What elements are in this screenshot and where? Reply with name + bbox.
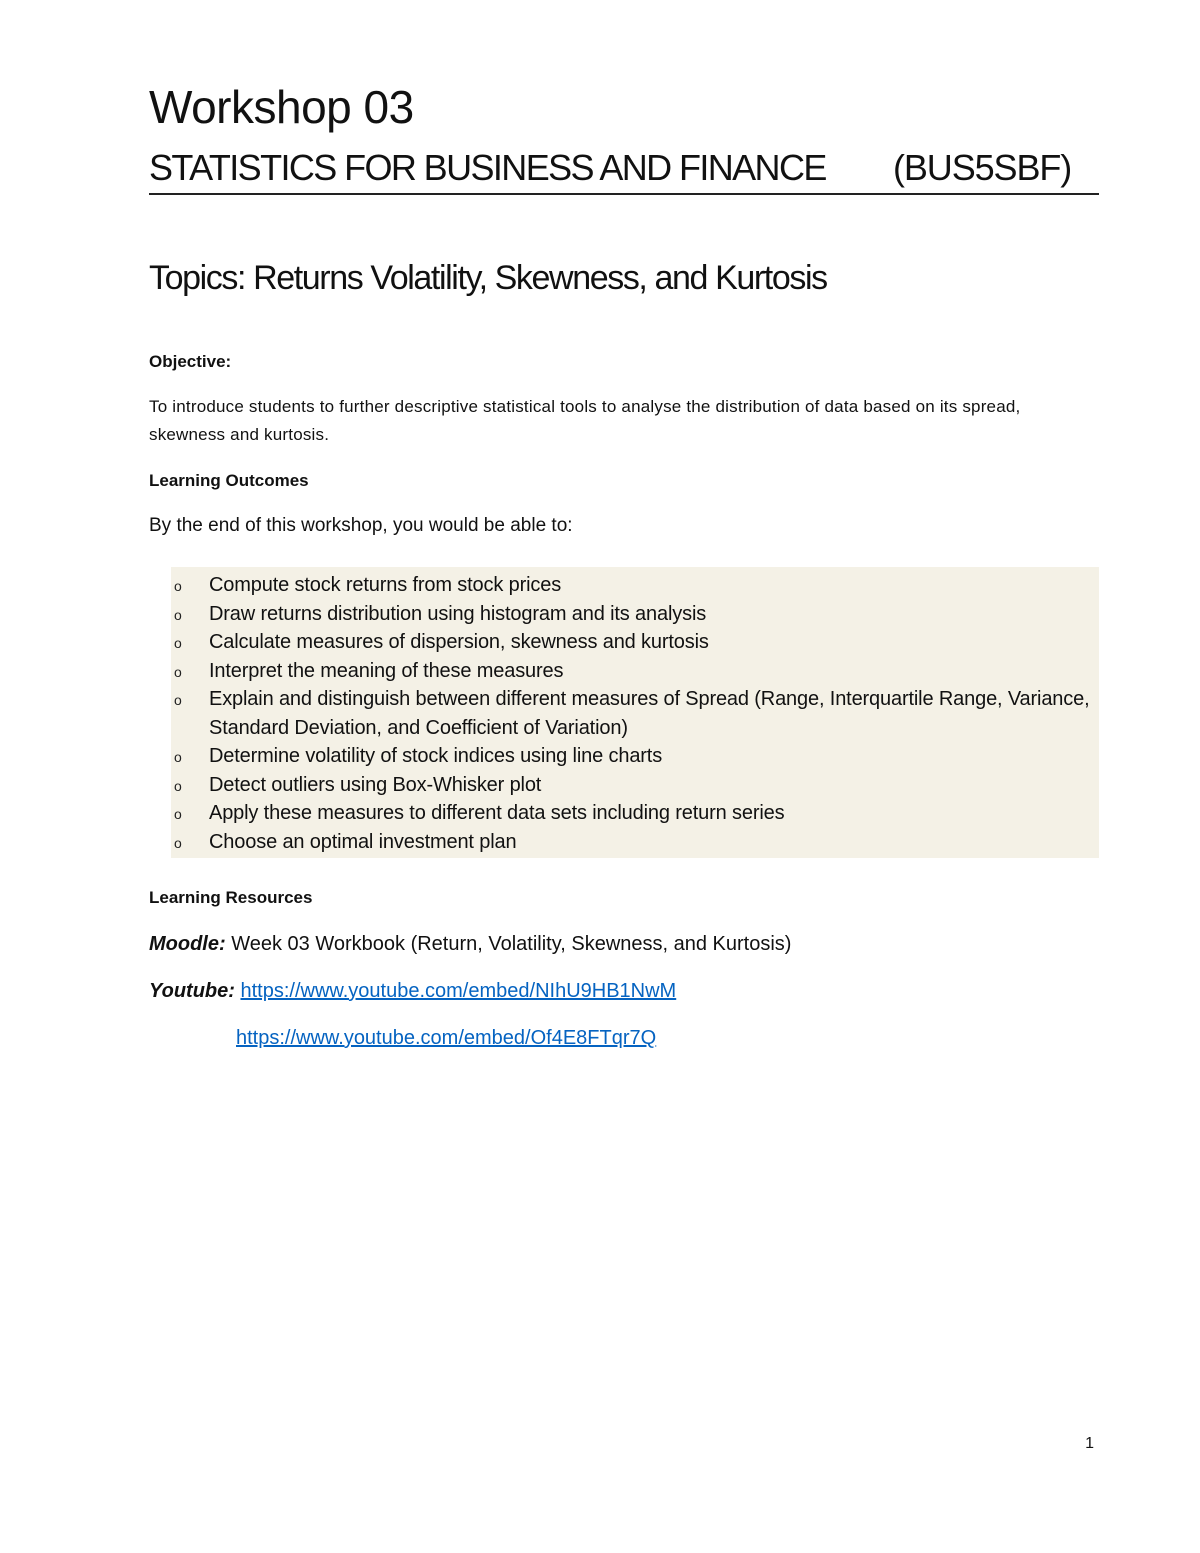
list-item-text: Detect outliers using Box-Whisker plot [209, 773, 542, 796]
list-item-text: Compute stock returns from stock prices [209, 574, 562, 596]
circle-bullet-icon: o [174, 777, 182, 794]
moodle-resource [149, 930, 791, 958]
youtube-resource-2 [236, 1024, 656, 1052]
list-item [171, 799, 1099, 828]
moodle-resource-text: Week 03 Workbook (Return, Volatility, Skewness, and Kurtosis) [231, 933, 792, 955]
list-item-text: Determine volatility of stock indices using line charts [209, 745, 663, 767]
list-item [171, 742, 1099, 771]
circle-bullet-icon: o [174, 578, 182, 594]
circle-bullet-icon: o [174, 663, 182, 680]
objective-heading: Objective: [149, 352, 232, 371]
learning-resources-heading: Learning Resources [149, 888, 313, 907]
circle-bullet-icon: o [174, 606, 182, 623]
circle-bullet-icon: o [174, 692, 182, 708]
list-item [171, 657, 1099, 686]
list-item-text: Explain and distinguish between different measures of Spread (Range, Interquartile Range, Variance, Standard Deviation, and Coefficient of Variation) [209, 688, 1090, 739]
youtube-resource [149, 977, 676, 1005]
course-title-line [149, 145, 1099, 195]
list-item [171, 571, 1099, 600]
list-item [171, 685, 1099, 742]
course-code: (BUS5SBF) [893, 147, 1072, 188]
youtube-link-1[interactable]: https://www.youtube.com/embed/NIhU9HB1NwM [240, 980, 677, 1002]
objective-text: To introduce students to further descriptive statistical tools to analyse the distribution of data based on its spread, skewness and kurtosis. [149, 397, 1021, 444]
circle-bullet-icon: o [174, 749, 182, 765]
list-item-text: Calculate measures of dispersion, skewness and kurtosis [209, 631, 709, 653]
list-item-text: Interpret the meaning of these measures [209, 659, 564, 682]
list-item [171, 771, 1099, 800]
moodle-label: Moodle: [149, 933, 226, 955]
youtube-label: Youtube: [149, 980, 235, 1002]
list-item [171, 628, 1099, 657]
circle-bullet-icon: o [174, 635, 182, 651]
circle-bullet-icon: o [174, 806, 182, 822]
course-name: STATISTICS FOR BUSINESS AND FINANCE [149, 147, 826, 188]
list-item [171, 828, 1099, 857]
list-item-text: Apply these measures to different data sets including return series [209, 802, 785, 824]
list-item-text: Draw returns distribution using histogram and its analysis [209, 602, 707, 625]
learning-outcomes-list [171, 567, 1099, 856]
page-number: 1 [1085, 1435, 1094, 1452]
list-item-text: Choose an optimal investment plan [209, 830, 517, 853]
learning-outcomes-box [171, 567, 1099, 858]
topics-heading: Topics: Returns Volatility, Skewness, and Kurtosis [149, 259, 827, 297]
workshop-title: Workshop 03 [149, 81, 414, 133]
youtube-link-2[interactable]: https://www.youtube.com/embed/Of4E8FTqr7Q [236, 1027, 657, 1049]
learning-outcomes-intro: By the end of this workshop, you would be able to: [149, 515, 573, 536]
list-item [171, 600, 1099, 629]
learning-outcomes-heading: Learning Outcomes [149, 471, 309, 490]
circle-bullet-icon: o [174, 834, 182, 851]
